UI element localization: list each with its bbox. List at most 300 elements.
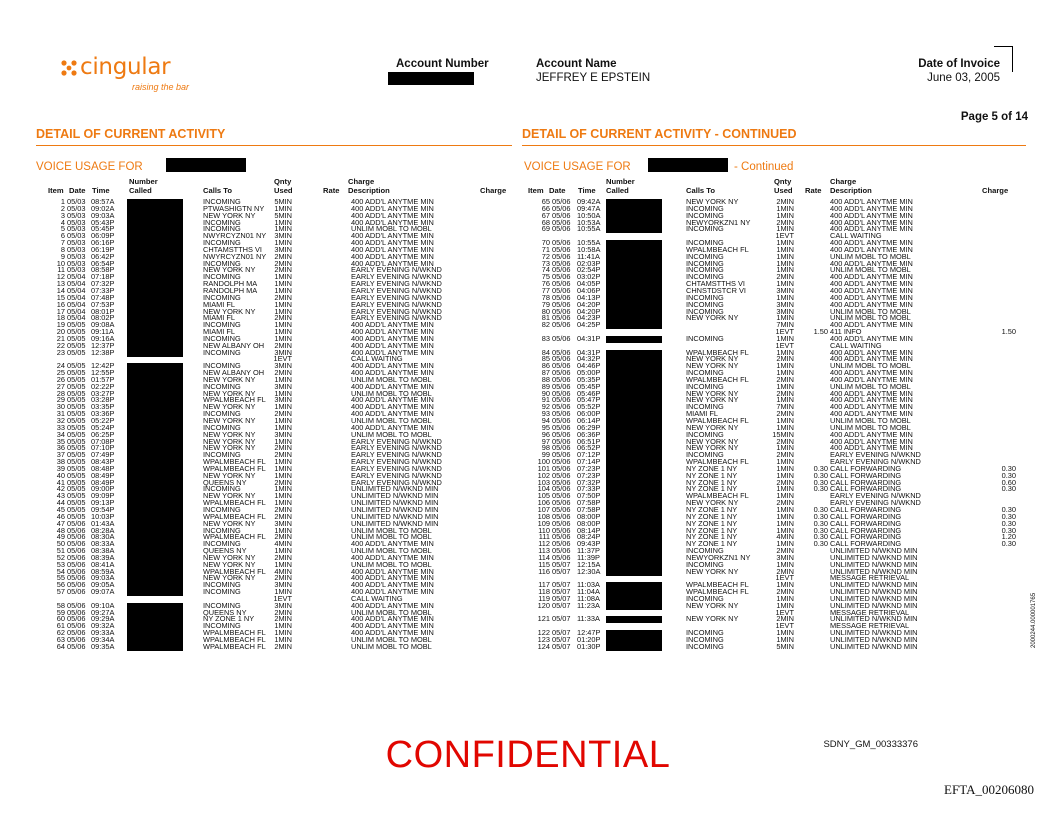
row-date: 05/04 bbox=[67, 299, 86, 309]
row-time: 09:42A bbox=[577, 197, 601, 206]
row-item-number: 8 bbox=[60, 244, 65, 254]
row-time: 05:46P bbox=[577, 388, 601, 398]
row-quantity: 1MIN bbox=[776, 491, 794, 501]
row-calls-to: CHTAMSTTHS VI bbox=[686, 279, 745, 289]
cingular-logo bbox=[60, 56, 200, 100]
row-time: 06:09P bbox=[91, 231, 115, 241]
row-calls-to: INCOMING bbox=[686, 306, 724, 316]
corner-mark-horizontal bbox=[994, 46, 1012, 47]
row-description: 400 ADD'L ANYTME MIN bbox=[351, 395, 434, 405]
row-time: 04:23P bbox=[577, 313, 601, 323]
row-description: UNLIM MOBL TO MOBL bbox=[351, 532, 432, 542]
row-date: 05/07 bbox=[552, 635, 571, 644]
row-date: 05/03 bbox=[67, 217, 86, 227]
row-quantity: 2MIN bbox=[776, 566, 794, 576]
row-item-number: 92 bbox=[541, 402, 550, 412]
row-date: 05/06 bbox=[552, 279, 571, 289]
row-time: 07:10P bbox=[91, 443, 115, 453]
row-calls-to: WPALMBEACH FL bbox=[203, 628, 266, 638]
row-description: 400 ADD'L ANYTME MIN bbox=[830, 299, 913, 309]
row-date: 05/06 bbox=[67, 580, 86, 590]
row-calls-to: MIAMI FL bbox=[203, 299, 236, 309]
row-description: EARLY EVENING N/WKND bbox=[351, 457, 442, 467]
row-date: 05/06 bbox=[67, 573, 86, 583]
row-date: 05/07 bbox=[552, 593, 571, 603]
row-description: 400 ADD'L ANYTME MIN bbox=[830, 292, 913, 302]
row-quantity: 2MIN bbox=[274, 409, 292, 419]
row-date: 05/06 bbox=[552, 422, 571, 432]
row-date: 05/05 bbox=[67, 320, 86, 330]
row-description: 400 ADD'L ANYTME MIN bbox=[830, 429, 913, 439]
row-time: 06:54P bbox=[91, 258, 115, 268]
row-time: 08:30A bbox=[91, 532, 115, 542]
row-time: 03:36P bbox=[91, 409, 115, 419]
row-item-number: 55 bbox=[56, 573, 65, 583]
row-date: 05/06 bbox=[67, 635, 86, 644]
row-time: 11:33A bbox=[577, 614, 600, 624]
row-quantity: 1MIN bbox=[274, 470, 292, 480]
row-description: UNLIM MOBL TO MOBL bbox=[830, 251, 911, 261]
row-description: 400 ADD'L ANYTME MIN bbox=[830, 402, 913, 412]
row-item-number: 42 bbox=[56, 484, 65, 494]
row-quantity: 1MIN bbox=[776, 457, 794, 467]
row-item-number: 117 bbox=[538, 580, 550, 590]
row-description: UNLIM MOBL TO MOBL bbox=[351, 525, 432, 535]
row-quantity: 5MIN bbox=[274, 210, 292, 220]
row-time: 06:51P bbox=[577, 436, 601, 446]
row-quantity: 3MIN bbox=[274, 580, 292, 590]
row-quantity: 1MIN bbox=[776, 244, 794, 254]
row-description: CALL FORWARDING bbox=[830, 470, 902, 480]
row-quantity: 7MIN bbox=[776, 320, 794, 330]
row-description: UNLIM MOBL TO MOBL bbox=[830, 416, 911, 425]
row-calls-to: WPALMBEACH FL bbox=[686, 374, 749, 384]
row-time: 08:38A bbox=[91, 546, 115, 556]
row-date: 05/06 bbox=[552, 429, 571, 439]
row-calls-to: WPALMBEACH FL bbox=[203, 641, 266, 651]
row-quantity: 1MIN bbox=[776, 210, 794, 220]
row-item-number: 7 bbox=[60, 238, 65, 248]
row-quantity: 3MIN bbox=[274, 347, 292, 357]
row-description: 400 ADD'L ANYTME MIN bbox=[351, 614, 434, 624]
row-description: 400 ADD'L ANYTME MIN bbox=[351, 422, 434, 432]
row-time: 07:53P bbox=[91, 299, 115, 309]
row-date: 05/06 bbox=[552, 388, 571, 398]
row-description: EARLY EVENING N/WKND bbox=[351, 285, 442, 295]
row-date: 05/06 bbox=[552, 491, 571, 501]
row-quantity: 3MIN bbox=[274, 381, 292, 391]
row-date: 05/04 bbox=[67, 313, 86, 323]
row-item-number: 1 bbox=[60, 197, 65, 206]
row-description: UNLIMITED N/WKND MIN bbox=[351, 491, 439, 501]
row-calls-to: WPALMBEACH FL bbox=[203, 395, 266, 405]
row-calls-to: INCOMING bbox=[686, 546, 724, 556]
row-description: CALL FORWARDING bbox=[830, 532, 902, 542]
row-description: EARLY EVENING N/WKND bbox=[351, 265, 442, 275]
row-item-number: 37 bbox=[56, 450, 65, 460]
row-quantity: 1EVT bbox=[775, 231, 794, 241]
row-time: 07:48P bbox=[91, 292, 115, 302]
row-item-number: 75 bbox=[541, 272, 550, 282]
row-item-number: 20 bbox=[56, 327, 65, 337]
row-date: 05/06 bbox=[552, 532, 571, 542]
side-document-code: 2000244.000001765 bbox=[1031, 592, 1037, 648]
row-description: UNLIM MOBL TO MOBL bbox=[351, 374, 432, 384]
row-item-number: 43 bbox=[56, 491, 65, 501]
row-time: 09:13P bbox=[91, 498, 115, 508]
row-time: 08:49P bbox=[91, 470, 115, 480]
cingular-x-icon bbox=[60, 59, 78, 77]
row-item-number: 53 bbox=[56, 559, 65, 569]
row-item-number: 58 bbox=[56, 600, 65, 610]
row-date: 05/04 bbox=[67, 272, 86, 282]
row-item-number: 116 bbox=[538, 566, 550, 576]
row-quantity: 2MIN bbox=[776, 272, 794, 282]
row-calls-to: NEW YORK NY bbox=[203, 443, 256, 453]
row-time: 07:18P bbox=[91, 272, 115, 282]
row-quantity: 1MIN bbox=[776, 381, 794, 391]
row-date: 05/06 bbox=[552, 333, 571, 343]
row-time: 05:22P bbox=[91, 416, 115, 425]
row-quantity: 1MIN bbox=[274, 422, 292, 432]
row-calls-to: INCOMING bbox=[686, 251, 724, 261]
row-time: 05:45P bbox=[577, 381, 601, 391]
row-description: 400 ADD'L ANYTME MIN bbox=[830, 320, 913, 330]
invoice-date-label: Date of Invoice bbox=[918, 58, 1000, 70]
row-item-number: 70 bbox=[541, 238, 550, 248]
row-time: 01:43A bbox=[91, 518, 115, 528]
row-description: 400 ADD'L ANYTME MIN bbox=[351, 251, 434, 261]
row-calls-to: INCOMING bbox=[686, 333, 724, 343]
row-quantity: 3MIN bbox=[274, 600, 292, 610]
row-description: 400 ADD'L ANYTME MIN bbox=[830, 238, 913, 248]
row-item-number: 123 bbox=[537, 635, 550, 644]
row-calls-to: INCOMING bbox=[203, 539, 241, 549]
row-item-number: 57 bbox=[56, 587, 65, 597]
row-quantity: 2MIN bbox=[274, 614, 292, 624]
row-description: 400 ADD'L ANYTME MIN bbox=[830, 409, 913, 419]
row-description: CALL WAITING bbox=[351, 354, 403, 364]
row-date: 05/06 bbox=[552, 258, 571, 268]
row-calls-to: INCOMING bbox=[203, 347, 241, 357]
row-date: 05/06 bbox=[552, 292, 571, 302]
row-item-number: 2 bbox=[60, 203, 65, 213]
row-quantity: 1MIN bbox=[274, 224, 292, 234]
row-description: 400 ADD'L ANYTME MIN bbox=[351, 368, 434, 378]
row-description: 400 ADD'L ANYTME MIN bbox=[351, 621, 434, 631]
row-date: 05/06 bbox=[552, 450, 571, 460]
row-quantity: 3MIN bbox=[274, 518, 292, 528]
row-description: UNLIM MOBL TO MOBL bbox=[351, 429, 432, 439]
row-time: 07:58P bbox=[577, 504, 601, 514]
row-calls-to: QUEENS NY bbox=[203, 477, 247, 487]
row-time: 11:04A bbox=[577, 587, 600, 597]
row-item-number: 19 bbox=[56, 320, 65, 330]
row-description: CALL FORWARDING bbox=[830, 504, 902, 514]
row-date: 05/05 bbox=[67, 368, 86, 378]
account-name-label: Account Name bbox=[536, 58, 617, 70]
row-description: CALL FORWARDING bbox=[830, 525, 902, 535]
row-item-number: 122 bbox=[537, 628, 550, 638]
row-item-number: 24 bbox=[56, 361, 65, 371]
row-quantity: 1MIN bbox=[776, 484, 794, 494]
row-date: 05/05 bbox=[67, 491, 86, 501]
row-description: EARLY EVENING N/WKND bbox=[351, 443, 442, 453]
row-quantity: 1MIN bbox=[274, 491, 292, 501]
row-quantity: 1EVT bbox=[775, 573, 794, 583]
row-time: 02:03P bbox=[577, 258, 601, 268]
row-date: 05/06 bbox=[552, 395, 571, 405]
row-date: 05/06 bbox=[67, 525, 86, 535]
row-rate: 0.30 bbox=[813, 518, 828, 528]
row-time: 11:39P bbox=[577, 552, 600, 562]
row-quantity: 1MIN bbox=[776, 504, 794, 514]
row-time: 12:47P bbox=[577, 628, 601, 638]
row-calls-to: INCOMING bbox=[686, 641, 724, 651]
row-description: 400 ADD'L ANYTME MIN bbox=[830, 368, 913, 378]
row-description: UNLIMITED N/WKND MIN bbox=[351, 498, 439, 508]
row-quantity: 5MIN bbox=[274, 197, 292, 206]
row-description: EARLY EVENING N/WKND bbox=[351, 470, 442, 480]
row-calls-to: NEW YORK NY bbox=[203, 518, 256, 528]
row-description: 400 ADD'L ANYTME MIN bbox=[830, 279, 913, 289]
row-description: 400 ADD'L ANYTME MIN bbox=[830, 272, 913, 282]
row-item-number: 56 bbox=[56, 580, 65, 590]
row-item-number: 5 bbox=[60, 224, 65, 234]
row-rate: 1.50 bbox=[813, 327, 828, 337]
corner-mark-vertical bbox=[1012, 46, 1013, 72]
table-row bbox=[0, 641, 1056, 651]
row-item-number: 96 bbox=[541, 429, 550, 439]
row-date: 05/05 bbox=[67, 429, 86, 439]
row-calls-to: WPALMBEACH FL bbox=[686, 244, 749, 254]
row-item-number: 21 bbox=[56, 333, 65, 343]
row-calls-to: INCOMING bbox=[686, 381, 724, 391]
row-quantity: 1MIN bbox=[776, 511, 794, 521]
row-description: 400 ADD'L ANYTME MIN bbox=[830, 244, 913, 254]
row-date: 05/04 bbox=[67, 279, 86, 289]
row-date: 05/03 bbox=[67, 238, 86, 248]
row-item-number: 120 bbox=[537, 600, 550, 610]
row-item-number: 66 bbox=[541, 203, 550, 213]
row-date: 05/05 bbox=[67, 409, 86, 419]
row-time: 09:03A bbox=[91, 573, 115, 583]
row-calls-to: WPALMBEACH FL bbox=[686, 580, 749, 590]
row-item-number: 90 bbox=[541, 388, 550, 398]
section-title-left: DETAIL OF CURRENT ACTIVITY bbox=[36, 127, 512, 146]
row-time: 07:14P bbox=[577, 457, 601, 467]
row-calls-to: NY ZONE 1 NY bbox=[686, 525, 738, 535]
row-calls-to: NY ZONE 1 NY bbox=[686, 484, 738, 494]
row-date: 05/05 bbox=[67, 395, 86, 405]
row-item-number: 91 bbox=[541, 395, 550, 405]
row-date: 05/07 bbox=[552, 614, 571, 624]
row-rate: 0.30 bbox=[813, 477, 828, 487]
section-title-right: DETAIL OF CURRENT ACTIVITY - CONTINUED bbox=[522, 127, 1026, 146]
row-date: 05/05 bbox=[67, 327, 86, 337]
row-time: 05:47P bbox=[577, 395, 601, 405]
row-quantity: 1EVT bbox=[775, 340, 794, 350]
row-calls-to: PTWASHIGTN NY bbox=[203, 203, 265, 213]
row-quantity: 1MIN bbox=[776, 422, 794, 432]
row-date: 05/05 bbox=[67, 388, 86, 398]
row-calls-to: INCOMING bbox=[686, 272, 724, 282]
row-date: 05/06 bbox=[552, 546, 571, 556]
row-item-number: 74 bbox=[541, 265, 550, 275]
row-charge: 0.30 bbox=[1001, 518, 1016, 528]
row-quantity: 3MIN bbox=[776, 306, 794, 316]
row-calls-to: WPALMBEACH FL bbox=[203, 532, 266, 542]
row-quantity: 1MIN bbox=[776, 333, 794, 343]
row-item-number: 71 bbox=[541, 244, 550, 254]
row-date: 05/04 bbox=[67, 306, 86, 316]
row-calls-to: NY ZONE 1 NY bbox=[203, 614, 255, 624]
row-date: 05/06 bbox=[552, 285, 571, 295]
row-description: 400 ADD'L ANYTME MIN bbox=[830, 285, 913, 295]
row-description: UNLIMITED N/WKND MIN bbox=[830, 546, 918, 556]
row-description: CALL FORWARDING bbox=[830, 539, 902, 549]
row-time: 09:47A bbox=[577, 203, 601, 213]
row-quantity: 1MIN bbox=[776, 224, 794, 234]
row-date: 05/06 bbox=[552, 313, 571, 323]
row-calls-to: INCOMING bbox=[686, 402, 724, 412]
row-description: 400 ADD'L ANYTME MIN bbox=[351, 566, 434, 576]
row-calls-to: INCOMING bbox=[203, 320, 241, 330]
row-quantity: 1MIN bbox=[776, 347, 794, 357]
row-calls-to: INCOMING bbox=[686, 265, 724, 275]
row-calls-to: NY ZONE 1 NY bbox=[686, 532, 738, 542]
row-time: 09:03A bbox=[91, 210, 115, 220]
row-calls-to: INCOMING bbox=[203, 224, 241, 234]
row-calls-to: NEW YORK NY bbox=[203, 210, 256, 220]
row-quantity: 2MIN bbox=[776, 614, 794, 624]
row-description: UNLIMITED N/WKND MIN bbox=[830, 641, 918, 651]
row-calls-to: QUEENS NY bbox=[203, 607, 247, 617]
row-date: 05/05 bbox=[67, 361, 86, 371]
row-quantity: 1MIN bbox=[776, 279, 794, 289]
row-calls-to: MIAMI FL bbox=[203, 327, 236, 337]
row-quantity: 2MIN bbox=[274, 292, 292, 302]
row-quantity: 2MIN bbox=[274, 477, 292, 487]
row-item-number: 44 bbox=[56, 498, 65, 508]
row-date: 05/06 bbox=[552, 443, 571, 453]
row-item-number: 40 bbox=[56, 470, 65, 480]
row-description: UNLIM MOBL TO MOBL bbox=[351, 641, 432, 651]
row-quantity: 1MIN bbox=[776, 600, 794, 610]
row-calls-to: INCOMING bbox=[686, 368, 724, 378]
row-item-number: 124 bbox=[537, 641, 550, 651]
row-time: 10:50A bbox=[577, 210, 601, 220]
row-time: 08:48P bbox=[91, 463, 115, 473]
row-date: 05/06 bbox=[67, 628, 86, 638]
row-time: 07:32P bbox=[91, 279, 115, 289]
row-time: 04:20P bbox=[577, 299, 601, 309]
called-number-redaction bbox=[606, 644, 662, 651]
row-quantity: 1MIN bbox=[776, 238, 794, 248]
row-calls-to: NEW YORK NY bbox=[686, 354, 739, 364]
row-item-number: 113 bbox=[538, 546, 550, 556]
row-description: CALL FORWARDING bbox=[830, 477, 902, 487]
row-item-number: 105 bbox=[537, 491, 550, 501]
row-calls-to: RANDOLPH MA bbox=[203, 279, 258, 289]
row-calls-to: WPALMBEACH FL bbox=[686, 457, 749, 467]
row-date: 05/05 bbox=[67, 511, 86, 521]
row-date: 05/06 bbox=[67, 559, 86, 569]
row-item-number: 97 bbox=[541, 436, 550, 446]
row-quantity: 1MIN bbox=[776, 292, 794, 302]
row-description: EARLY EVENING N/WKND bbox=[351, 450, 442, 460]
row-date: 05/06 bbox=[552, 504, 571, 514]
row-quantity: 1EVT bbox=[273, 593, 292, 603]
row-calls-to: NEW YORK NY bbox=[686, 313, 739, 323]
row-time: 08:02P bbox=[91, 313, 115, 323]
row-date: 05/06 bbox=[67, 532, 86, 542]
row-calls-to: NEW YORK NY bbox=[203, 491, 256, 501]
row-item-number: 107 bbox=[537, 504, 550, 514]
row-item-number: 99 bbox=[541, 450, 550, 460]
row-description: UNLIM MOBL TO MOBL bbox=[351, 388, 432, 398]
row-item-number: 41 bbox=[56, 477, 65, 487]
row-calls-to: WPALMBEACH FL bbox=[203, 498, 266, 508]
row-time: 09:29A bbox=[91, 614, 115, 624]
row-time: 08:33A bbox=[91, 539, 115, 549]
row-calls-to: INCOMING bbox=[686, 238, 724, 248]
row-item-number: 54 bbox=[56, 566, 65, 576]
row-calls-to: INCOMING bbox=[686, 429, 724, 439]
row-item-number: 83 bbox=[541, 333, 550, 343]
row-time: 05:24P bbox=[91, 422, 115, 432]
row-item-number: 84 bbox=[541, 347, 550, 357]
row-calls-to: MIAMI FL bbox=[203, 313, 236, 323]
row-item-number: 87 bbox=[541, 368, 550, 378]
row-time: 12:15A bbox=[577, 559, 601, 569]
row-item-number: 102 bbox=[537, 470, 550, 480]
row-time: 09:10A bbox=[91, 600, 115, 610]
row-quantity: 2MIN bbox=[274, 504, 292, 514]
row-description: 400 ADD'L ANYTME MIN bbox=[830, 217, 913, 227]
row-item-number: 51 bbox=[56, 546, 65, 556]
row-calls-to: NEWYORKZN1 NY bbox=[686, 217, 751, 227]
row-item-number: 72 bbox=[541, 251, 550, 261]
row-date: 05/06 bbox=[67, 621, 86, 631]
row-date: 05/07 bbox=[552, 566, 571, 576]
row-time: 05:35P bbox=[577, 374, 601, 384]
row-rate: 0.30 bbox=[813, 484, 828, 494]
row-calls-to: INCOMING bbox=[686, 593, 724, 603]
row-quantity: 3MIN bbox=[274, 429, 292, 439]
row-time: 10:55A bbox=[577, 224, 601, 234]
row-item-number: 59 bbox=[56, 607, 65, 617]
row-description: EARLY EVENING N/WKND bbox=[351, 292, 442, 302]
row-quantity: 2MIN bbox=[776, 374, 794, 384]
row-quantity: 2MIN bbox=[274, 251, 292, 261]
row-item-number: 18 bbox=[56, 313, 65, 323]
row-quantity: 1EVT bbox=[273, 354, 292, 364]
row-item-number: 27 bbox=[56, 381, 65, 391]
row-date: 05/07 bbox=[552, 559, 571, 569]
row-description: UNLIMITED N/WKND MIN bbox=[830, 559, 918, 569]
row-date: 05/06 bbox=[552, 463, 571, 473]
row-calls-to: INCOMING bbox=[203, 409, 241, 419]
row-quantity: 2MIN bbox=[776, 546, 794, 556]
row-calls-to: NEW YORK NY bbox=[203, 559, 256, 569]
row-description: EARLY EVENING N/WKND bbox=[830, 457, 921, 467]
row-quantity: 1MIN bbox=[274, 333, 292, 343]
row-date: 05/07 bbox=[552, 628, 571, 638]
invoice-date: June 03, 2005 bbox=[927, 72, 1000, 84]
row-item-number: 34 bbox=[56, 429, 65, 439]
row-quantity: 1MIN bbox=[274, 635, 292, 644]
